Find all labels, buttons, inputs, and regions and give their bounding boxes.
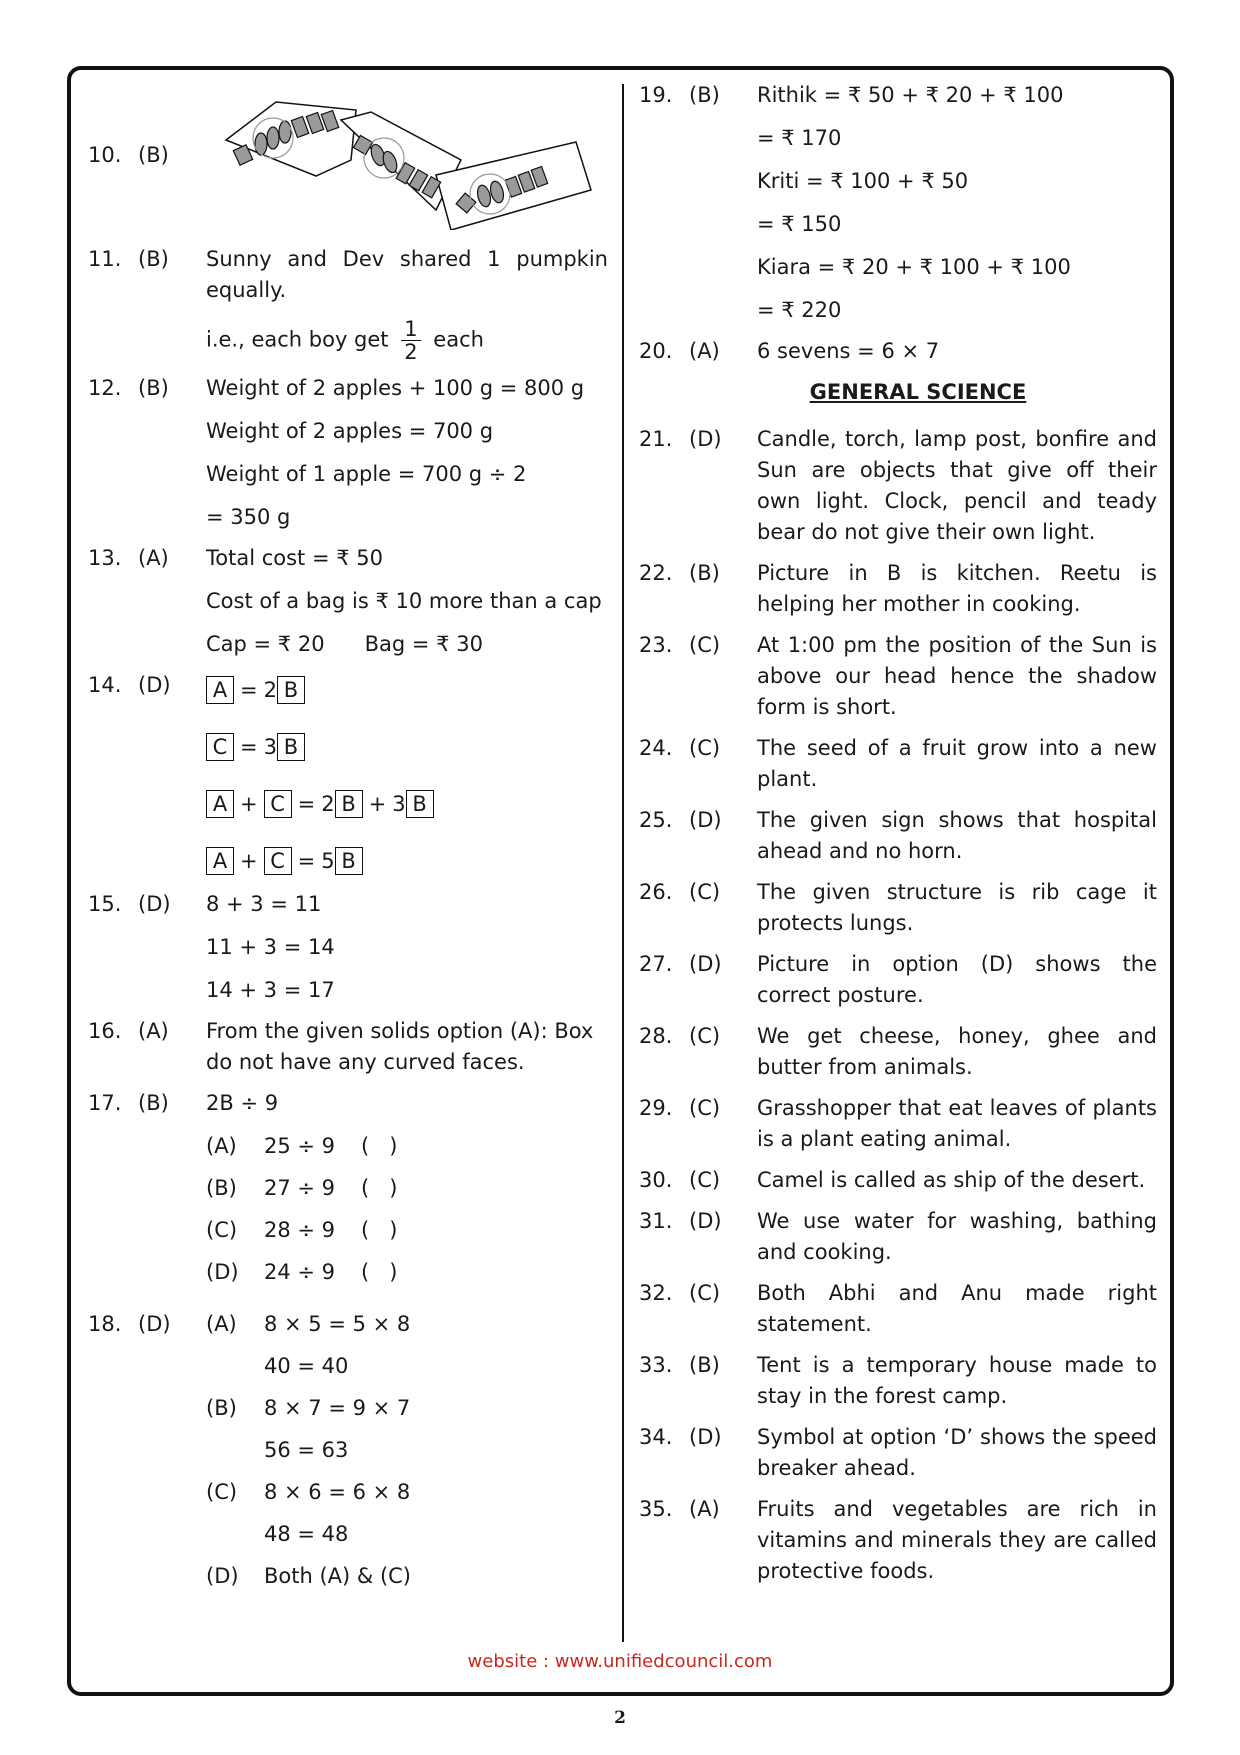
science-question xyxy=(639,424,1157,548)
sub-option-blank: ( ) xyxy=(361,1134,398,1158)
working-line: Cap = ₹ 20 Bag = ₹ 30 xyxy=(206,632,483,656)
science-question xyxy=(639,1278,1157,1340)
explanation-text: Fruits and vegetables are rich in vitamins and minerals they are called protective foods. xyxy=(757,1497,1157,1583)
science-question xyxy=(639,805,1157,867)
box-a: A xyxy=(206,847,234,875)
answer-option: (A) xyxy=(138,546,169,570)
answer-option: (C) xyxy=(689,633,721,657)
box-a: A xyxy=(206,790,234,818)
answer-option: (C) xyxy=(689,1168,721,1192)
fraction-numerator: 1 xyxy=(401,318,420,341)
sub-option xyxy=(206,1561,608,1592)
equals-sign: = xyxy=(240,677,258,702)
question-number: 10. xyxy=(88,142,122,167)
page-number: 2 xyxy=(614,1708,626,1728)
equals-sign: = xyxy=(297,791,316,816)
answer-option: (B) xyxy=(689,561,720,585)
question-number: 23. xyxy=(639,633,673,657)
answer-option: (D) xyxy=(689,952,722,976)
question-number: 19. xyxy=(639,83,673,107)
answer-option: (A) xyxy=(689,1497,720,1521)
working-line: Cost of a bag is ₹ 10 more than a cap xyxy=(206,589,602,613)
question-number: 21. xyxy=(639,427,673,451)
question-number: 33. xyxy=(639,1353,673,1377)
explanation-text: We use water for washing, bathing and cooking. xyxy=(757,1209,1157,1264)
question-18 xyxy=(88,1309,608,1603)
working-line: Weight of 2 apples + 100 g = 800 g xyxy=(206,376,585,400)
working-line: 2B ÷ 9 xyxy=(206,1091,279,1115)
box-b: B xyxy=(335,790,363,818)
science-answer-list xyxy=(639,424,1157,1587)
answer-option: (D) xyxy=(689,808,722,832)
working-line: Weight of 2 apples = 700 g xyxy=(206,419,494,443)
question-number: 35. xyxy=(639,1497,673,1521)
right-column xyxy=(639,80,1157,1597)
explanation-text: The given sign shows that hospital ahead and no horn. xyxy=(757,808,1157,863)
question-number: 15. xyxy=(88,892,122,916)
science-question xyxy=(639,558,1157,620)
explanation-text: We get cheese, honey, ghee and butter from animals. xyxy=(757,1024,1157,1079)
science-question xyxy=(639,1165,1157,1196)
question-number: 32. xyxy=(639,1281,673,1305)
answer-option: (B) xyxy=(138,142,169,167)
explanation-text: Candle, torch, lamp post, bonfire and Sun are objects that give off their own light. Clock, pencil and teady bear do not give their own light. xyxy=(757,427,1157,544)
question-number: 18. xyxy=(88,1312,122,1336)
answer-option: (D) xyxy=(138,1312,171,1336)
sub-option-text: 8 × 6 = 6 × 8 xyxy=(264,1480,411,1504)
explanation-text: Camel is called as ship of the desert. xyxy=(757,1168,1146,1192)
fraction-line xyxy=(206,318,608,363)
sub-option-result: 40 = 40 xyxy=(264,1354,349,1378)
explanation-text: From the given solids option (A): Box do not have any curved faces. xyxy=(206,1019,594,1074)
question-number: 14. xyxy=(88,673,122,697)
working-line: Kriti = ₹ 100 + ₹ 50 xyxy=(757,169,969,193)
sub-option-label: (A) xyxy=(206,1134,237,1158)
bead-pattern-image xyxy=(206,80,606,230)
box-equation xyxy=(206,841,608,881)
plus-sign: + xyxy=(240,848,258,873)
question-number: 29. xyxy=(639,1096,673,1120)
website-footer: website : www.unifiedcouncil.com xyxy=(467,1651,773,1672)
answer-option: (D) xyxy=(138,673,171,697)
box-equation xyxy=(206,784,608,824)
sub-option-blank: ( ) xyxy=(361,1260,398,1284)
answer-option: (B) xyxy=(138,376,169,400)
plus-sign: + xyxy=(368,791,387,816)
answer-option: (C) xyxy=(689,1024,721,1048)
science-question xyxy=(639,630,1157,723)
explanation-text: At 1:00 pm the position of the Sun is above our head hence the shadow form is short. xyxy=(757,633,1157,719)
sub-option-text: 8 × 5 = 5 × 8 xyxy=(264,1312,411,1336)
sub-option-blank: ( ) xyxy=(361,1218,398,1242)
working-line: Rithik = ₹ 50 + ₹ 20 + ₹ 100 xyxy=(757,83,1064,107)
sub-option-label: (D) xyxy=(206,1260,239,1284)
working-line: Kiara = ₹ 20 + ₹ 100 + ₹ 100 xyxy=(757,255,1071,279)
working-line: = ₹ 220 xyxy=(757,298,842,322)
explanation-text: Picture in B is kitchen. Reetu is helping her mother in cooking. xyxy=(757,561,1157,616)
science-question xyxy=(639,949,1157,1011)
sub-option-text: 24 ÷ 9 xyxy=(264,1260,336,1284)
question-number: 22. xyxy=(639,561,673,585)
question-number: 12. xyxy=(88,376,122,400)
sub-option xyxy=(206,1309,608,1340)
question-16 xyxy=(88,1016,608,1078)
box-b: B xyxy=(335,847,363,875)
plus-sign: + xyxy=(240,791,258,816)
question-number: 25. xyxy=(639,808,673,832)
equals-sign: = xyxy=(297,848,316,873)
question-number: 31. xyxy=(639,1209,673,1233)
coefficient: 2 xyxy=(321,791,335,816)
question-number: 17. xyxy=(88,1091,122,1115)
question-number: 34. xyxy=(639,1425,673,1449)
science-question xyxy=(639,733,1157,795)
answer-option: (B) xyxy=(138,247,169,271)
explanation-text: Sunny and Dev shared 1 pumpkin equally. xyxy=(206,247,608,302)
answer-option: (A) xyxy=(689,339,720,363)
sub-option-label: (D) xyxy=(206,1564,239,1588)
sub-option-text: 8 × 7 = 9 × 7 xyxy=(264,1396,411,1420)
sub-option-label: (A) xyxy=(206,1312,237,1336)
answer-option: (B) xyxy=(138,1091,169,1115)
box-equation xyxy=(206,727,608,767)
answer-option: (B) xyxy=(689,1353,720,1377)
box-b: B xyxy=(406,790,434,818)
sub-option-result: 48 = 48 xyxy=(264,1522,349,1546)
coefficient: 2 xyxy=(263,677,277,702)
fraction-denominator: 2 xyxy=(404,340,418,364)
column-divider xyxy=(622,84,624,1642)
question-10 xyxy=(88,80,608,230)
question-17 xyxy=(88,1088,608,1299)
pattern-figure xyxy=(206,80,608,230)
question-19 xyxy=(639,80,1157,326)
fraction-suffix: each xyxy=(433,327,484,352)
science-question xyxy=(639,877,1157,939)
question-12 xyxy=(88,373,608,533)
explanation-text: Symbol at option ‘D’ shows the speed breaker ahead. xyxy=(757,1425,1157,1480)
answer-option: (D) xyxy=(689,1209,722,1233)
sub-option xyxy=(206,1173,608,1204)
answer-option: (C) xyxy=(689,736,721,760)
sub-option-label: (C) xyxy=(206,1218,238,1242)
answer-option: (B) xyxy=(689,83,720,107)
sub-option-text: 25 ÷ 9 xyxy=(264,1134,336,1158)
sub-option-blank: ( ) xyxy=(361,1176,398,1200)
question-number: 26. xyxy=(639,880,673,904)
sub-option-label: (B) xyxy=(206,1396,237,1420)
sub-option xyxy=(206,1215,608,1246)
question-number: 11. xyxy=(88,247,122,271)
sub-option xyxy=(206,1393,608,1424)
question-15 xyxy=(88,889,608,1006)
answer-option: (D) xyxy=(689,1425,722,1449)
fraction-prefix: i.e., each boy get xyxy=(206,327,389,352)
section-heading: GENERAL SCIENCE xyxy=(809,380,1027,404)
explanation-text: Grasshopper that eat leaves of plants is a plant eating animal. xyxy=(757,1096,1157,1151)
left-column xyxy=(88,80,608,1613)
sub-option xyxy=(206,1477,608,1508)
sub-option-label: (B) xyxy=(206,1176,237,1200)
explanation-text: The given structure is rib cage it protects lungs. xyxy=(757,880,1157,935)
equals-sign: = xyxy=(240,734,258,759)
answer-option: (A) xyxy=(138,1019,169,1043)
box-b: B xyxy=(277,676,305,704)
explanation-text: The seed of a fruit grow into a new plant. xyxy=(757,736,1157,791)
coefficient: 5 xyxy=(321,848,335,873)
answer-option: (C) xyxy=(689,1096,721,1120)
working-line: = 350 g xyxy=(206,505,291,529)
answer-option: (C) xyxy=(689,1281,721,1305)
box-c: C xyxy=(264,790,292,818)
box-equation xyxy=(206,670,608,710)
question-number: 28. xyxy=(639,1024,673,1048)
working-line: 11 + 3 = 14 xyxy=(206,935,335,959)
question-number: 27. xyxy=(639,952,673,976)
science-question xyxy=(639,1422,1157,1484)
sub-option xyxy=(206,1257,608,1288)
science-question xyxy=(639,1206,1157,1268)
answer-option: (D) xyxy=(138,892,171,916)
coefficient: 3 xyxy=(392,791,406,816)
question-13 xyxy=(88,543,608,660)
working-line: = ₹ 150 xyxy=(757,212,842,236)
science-question xyxy=(639,1494,1157,1587)
question-14 xyxy=(88,670,608,881)
science-question xyxy=(639,1093,1157,1155)
working-line: 14 + 3 = 17 xyxy=(206,978,335,1002)
answer-option: (D) xyxy=(689,427,722,451)
question-number: 13. xyxy=(88,546,122,570)
working-line: 6 sevens = 6 × 7 xyxy=(757,339,940,363)
coefficient: 3 xyxy=(263,734,277,759)
working-line: Total cost = ₹ 50 xyxy=(206,546,383,570)
box-c: C xyxy=(264,847,292,875)
working-line: Weight of 1 apple = 700 g ÷ 2 xyxy=(206,462,527,486)
question-number: 16. xyxy=(88,1019,122,1043)
question-number: 20. xyxy=(639,339,673,363)
sub-option-text: Both (A) & (C) xyxy=(264,1564,411,1588)
sub-option-label: (C) xyxy=(206,1480,238,1504)
box-a: A xyxy=(206,676,234,704)
fraction-half xyxy=(401,318,420,363)
sub-option-text: 27 ÷ 9 xyxy=(264,1176,336,1200)
question-number: 30. xyxy=(639,1168,673,1192)
sub-option xyxy=(206,1131,608,1162)
explanation-text: Tent is a temporary house made to stay in the forest camp. xyxy=(757,1353,1157,1408)
question-11 xyxy=(88,244,608,363)
explanation-text: Picture in option (D) shows the correct posture. xyxy=(757,952,1157,1007)
science-question xyxy=(639,1350,1157,1412)
answer-option: (C) xyxy=(689,880,721,904)
box-c: C xyxy=(206,733,234,761)
science-question xyxy=(639,1021,1157,1083)
box-b: B xyxy=(277,733,305,761)
explanation-text: Both Abhi and Anu made right statement. xyxy=(757,1281,1157,1336)
question-20 xyxy=(639,336,1157,367)
sub-option-result: 56 = 63 xyxy=(264,1438,349,1462)
working-line: = ₹ 170 xyxy=(757,126,842,150)
sub-option-text: 28 ÷ 9 xyxy=(264,1218,336,1242)
question-number: 24. xyxy=(639,736,673,760)
working-line: 8 + 3 = 11 xyxy=(206,892,322,916)
